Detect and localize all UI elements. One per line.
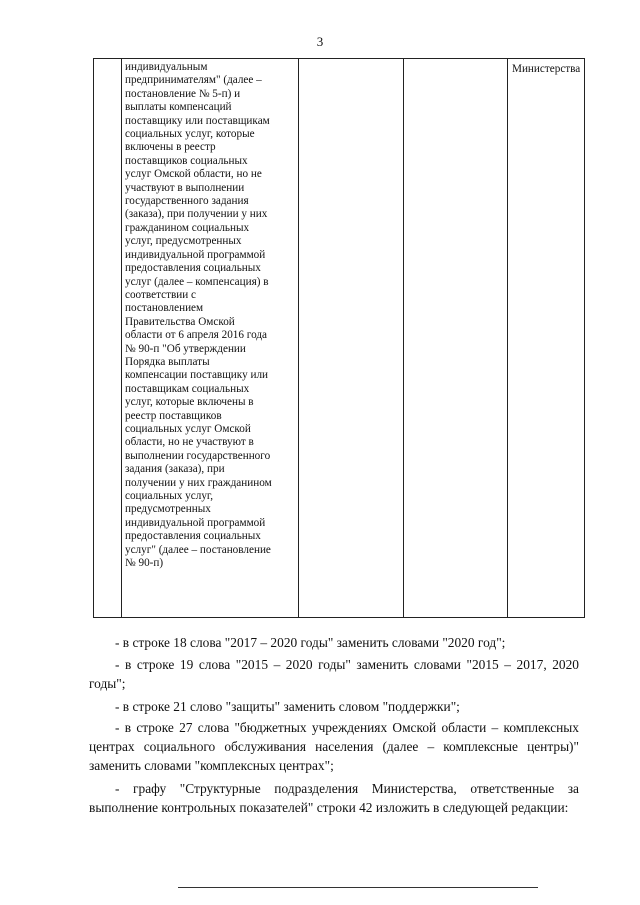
paragraph-1: - в строке 18 слова "2017 – 2020 годы" заменить словами "2020 год"; bbox=[115, 635, 506, 650]
bottom-rule bbox=[178, 887, 538, 888]
responsible-text: Министерства bbox=[512, 63, 581, 75]
measure-name-text: индивидуальным предпринимателям" (далее – постановление № 5-п) и выплаты компенсаций поставщику или поставщикам социальных услуг, которые включены в реестр поставщиков социальных услуг Омской области, но не участвуют в выполнении государственного задания (заказа), при получении у них гражданином социальных услуг, предусмотренных индивидуальной программой предоставления социальных услуг (далее – компенсация) в соответствии с постановлением Правительства Омской области от 6 апреля 2016 года № 90-п "Об утверждении Порядка выплаты компенсации поставщику или поставщикам социальных услуг, которые включены в реестр поставщиков социальных услуг Омской области, но не участвуют в выполнении государственного задания (заказа), при получении у них гражданином социальных услуг, предусмотренных индивидуальной программой предоставления социальных услуг" (далее – постановление № 90-п) bbox=[125, 61, 272, 570]
paragraph-4: - в строке 27 слова "бюджетных учреждениях Омской области – комплексных центрах социального обслуживания населения (далее – комплексные центры)" заменить словами "комплексных центрах"; bbox=[89, 720, 579, 773]
table-row bbox=[94, 59, 585, 618]
responsible-cell bbox=[508, 59, 585, 618]
paragraph-2: - в строке 19 слова "2015 – 2020 годы" заменить словами "2015 – 2017, 2020 годы"; bbox=[89, 657, 579, 691]
empty-cell bbox=[299, 59, 404, 618]
paragraph-3: - в строке 21 слово "защиты" заменить словом "поддержки"; bbox=[115, 699, 460, 714]
empty-cell bbox=[404, 59, 508, 618]
paragraph-5: - графу "Структурные подразделения Министерства, ответственные за выполнение контрольных показателей" строки 42 изложить в следующей редакции: bbox=[89, 781, 579, 815]
page-number: 3 bbox=[316, 34, 324, 49]
row-number-cell bbox=[94, 59, 122, 618]
measure-name-cell bbox=[122, 59, 299, 618]
program-table bbox=[93, 58, 585, 618]
